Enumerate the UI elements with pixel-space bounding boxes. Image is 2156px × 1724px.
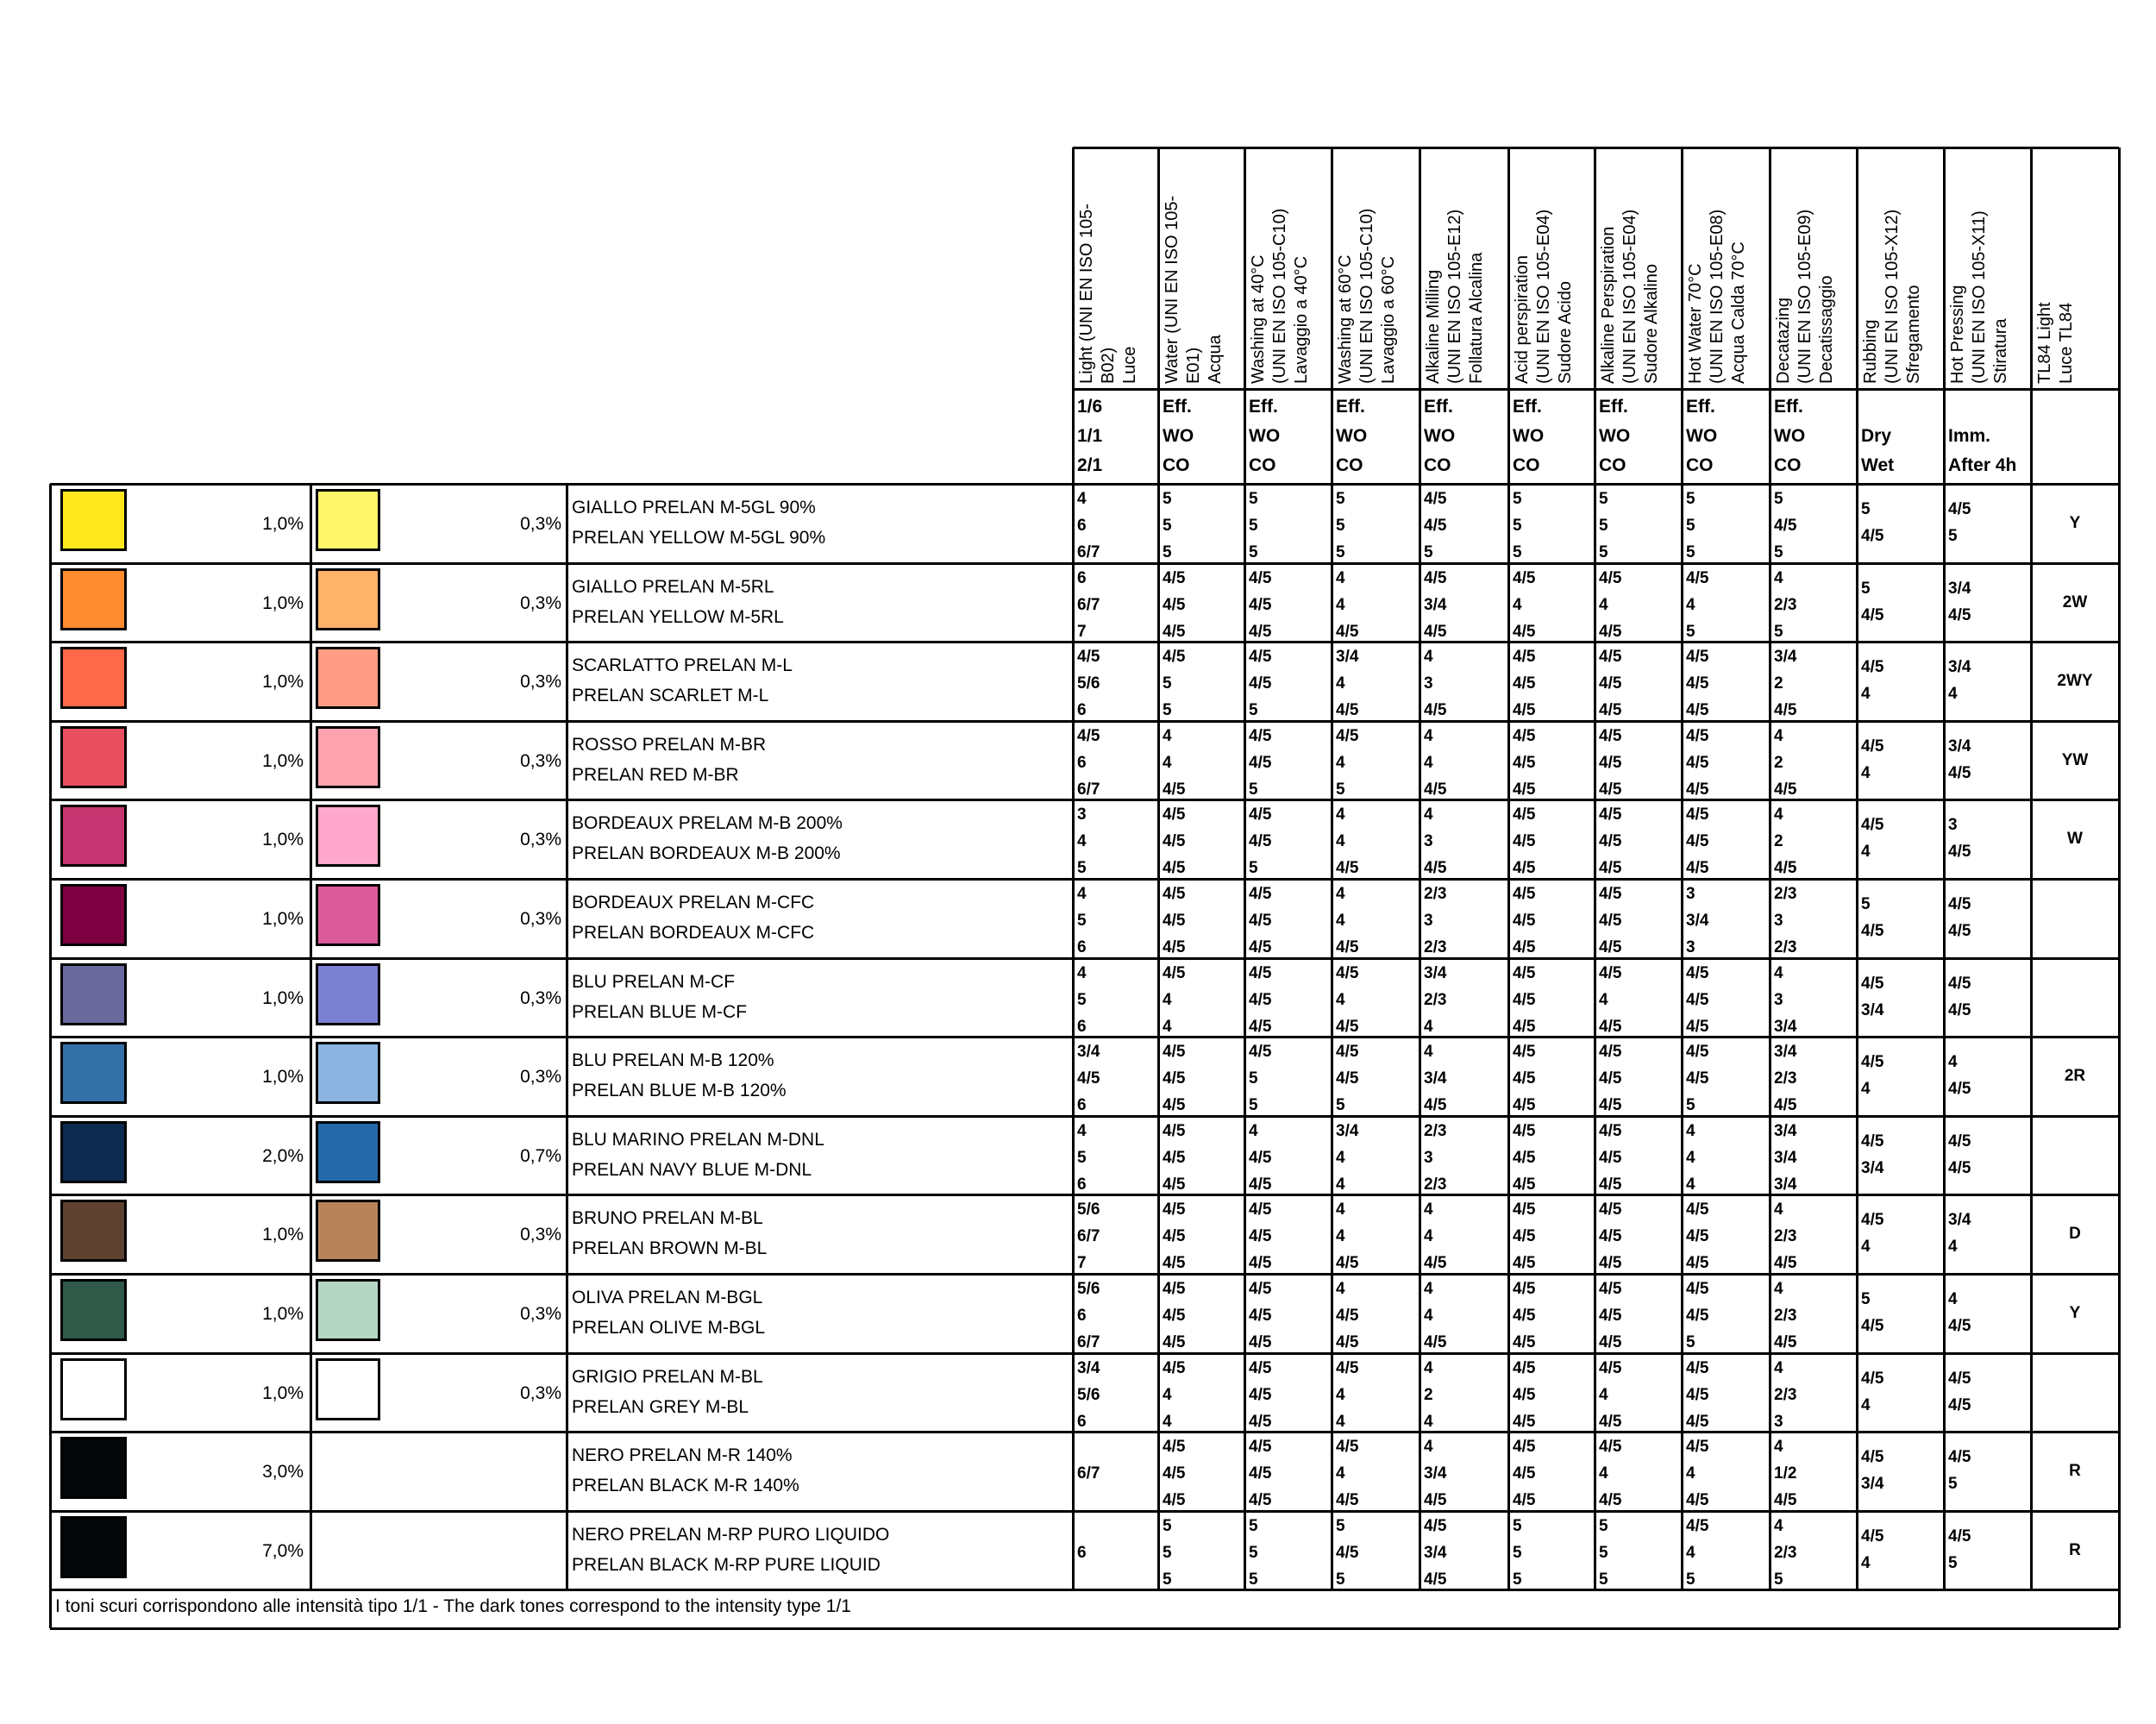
rating-value: 4/5 3/4 4/5 [1424,569,1447,641]
column-header: Acid perspiration (UNI EN ISO 105-E04) Sudore Acido [1513,209,1575,384]
rating-value: 4/5 4/5 4/5 [1599,1201,1622,1272]
rating-value: 4/5 3/4 4/5 [1424,1517,1447,1589]
tl84-rating: D [2069,1225,2081,1243]
dye-name-it: BLU PRELAN M-CF [572,972,736,992]
rating-value: 4/5 4/5 4/5 [1686,727,1709,799]
dye-name-it: NERO PRELAN M-RP PURO LIQUIDO [572,1525,890,1545]
rating-value: 4/5 4/5 4/5 [1599,1043,1622,1114]
rating-value: 4 3 4/5 [1424,806,1447,877]
rating-value: 4/5 4/5 4/5 [1513,1280,1536,1351]
rating-value: 4/5 4 [1861,1211,1884,1256]
tl84-rating: W [2067,830,2083,848]
dye-name-en: PRELAN OLIVE M-BGL [572,1318,766,1338]
rating-value: 4/5 4/5 [1948,1132,1971,1177]
rating-value: 4 4 4/5 [1424,1280,1447,1351]
column-header: Hot Water 70°C (UNI EN ISO 105-E08) Acqua Calda 70°C [1686,209,1748,384]
dye-name-en: PRELAN RED M-BR [572,765,739,785]
light-percentage: 0,3% [520,1225,561,1244]
rating-value: 4/5 5 [1948,1448,1971,1493]
rating-value: 4/5 4/5 4/5 [1513,1122,1536,1194]
dark-swatch [60,726,127,788]
dye-name-it: ROSSO PRELAN M-BR [572,735,767,755]
rating-value: 4 4/5 4/5 [1336,1280,1359,1351]
rating-value: 4/5 4/5 4/5 [1686,806,1709,877]
dark-percentage: 1,0% [262,593,304,613]
rating-value: 4/5 4 [1861,1370,1884,1414]
dye-name-en: PRELAN BORDEAUX M-B 200% [572,843,841,863]
rating-value: 4 4 4/5 [1424,1201,1447,1272]
rating-value: 2/3 3 2/3 [1774,885,1797,956]
column-subheader: Eff. WO CO [1249,397,1281,475]
rating-value: 4/5 4/5 4/5 [1249,1438,1272,1509]
rating-value: 4/5 4/5 4/5 [1513,648,1536,719]
light-percentage: 0,3% [520,751,561,771]
rating-value: 4 2 4 [1424,1359,1433,1431]
rating-value: 5 5 5 [1686,490,1695,561]
column-subheader: Eff. WO CO [1163,397,1194,475]
rating-value: 4/5 4/5 4/5 [1163,1201,1186,1272]
rating-value: 4/5 4 4/5 [1336,964,1359,1036]
rating-value: 4/5 4/5 4/5 [1249,1201,1272,1272]
rating-value: 4/5 4/5 4/5 [1513,1438,1536,1509]
rating-value: 5 5 5 [1513,1517,1522,1589]
rating-value: 3/4 4 4 [1336,1122,1359,1194]
rating-value: 4 4 4/5 [1424,727,1447,799]
rating-value: 4/5 5 5 [1249,1043,1272,1114]
dark-swatch [60,805,127,867]
rating-value: 4 5 6 [1077,885,1087,956]
light-percentage: 0,3% [520,1383,561,1403]
rating-value: 4/5 5 5 [1163,648,1186,719]
column-header: Hot Pressing (UNI EN ISO 105-X11) Stiratura [1948,210,2010,384]
column-header: Washing at 40°C (UNI EN ISO 105-C10) Lavaggio a 40°C [1249,208,1311,384]
dark-percentage: 7,0% [262,1541,304,1561]
rating-value: 4/5 4/5 4/5 [1249,885,1272,956]
column-subheader: Eff. WO CO [1774,397,1806,475]
dark-swatch [60,1042,127,1104]
rating-value: 4 2/3 3 [1774,1359,1797,1431]
rating-value: 3 3/4 3 [1686,885,1709,956]
rating-value: 5 4/5 [1861,1290,1884,1335]
dark-swatch [60,963,127,1025]
rating-value: 3/4 4/5 6 [1077,1043,1100,1114]
rating-value: 4/5 4/5 4/5 [1513,964,1536,1036]
rating-value: 4/5 4 4/5 [1686,1438,1709,1509]
rating-value: 5 4/5 [1861,580,1884,624]
rating-value: 4 2 4/5 [1774,806,1797,877]
rating-value: 5 5 5 [1336,490,1345,561]
rating-value: 5 4/5 [1861,500,1884,545]
dark-swatch [60,489,127,551]
rating-value: 4/5 4/5 5 [1686,1280,1709,1351]
rating-value: 4/5 4/5 4/5 [1163,885,1186,956]
rating-value: 4/5 5 [1948,500,1971,545]
rating-value: 4/5 4/5 4/5 [1163,806,1186,877]
dye-name-it: GIALLO PRELAN M-5RL [572,577,774,597]
dark-swatch [60,568,127,630]
rating-value: 4/5 4 [1861,816,1884,861]
rating-value: 4/5 4/5 4/5 [1513,1359,1536,1431]
rating-value: 4/5 4/5 4/5 [1163,1438,1186,1509]
rating-value: 4/5 4 4 [1163,1359,1186,1431]
dark-percentage: 1,0% [262,1304,304,1324]
rating-value: 2/3 3 2/3 [1424,1122,1447,1194]
column-subheader: Imm. After 4h [1948,426,2017,475]
light-swatch [316,884,380,946]
dye-name-it: BLU PRELAN M-B 120% [572,1050,774,1070]
rating-value: 5 5 5 [1249,1517,1258,1589]
rating-value: 4 4 4/5 [1336,806,1359,877]
light-swatch [316,1358,380,1420]
rating-value: 4/5 4/5 5 [1249,806,1272,877]
tl84-rating: Y [2069,514,2081,532]
rating-value: 4/5 4 [1861,1527,1884,1572]
column-subheader: Eff. WO CO [1424,397,1456,475]
rating-value: 4 2 4/5 [1774,727,1797,799]
dye-name-it: BLU MARINO PRELAN M-DNL [572,1130,824,1150]
column-header: Decatazing (UNI EN ISO 105-E09) Decatissaggio [1774,209,1836,384]
rating-value: 4/5 4/5 4/5 [1513,806,1536,877]
dye-name-it: GRIGIO PRELAN M-BL [572,1367,763,1387]
rating-value: 4 2/3 4/5 [1774,1201,1797,1272]
grid-line [1856,147,1858,1589]
dark-swatch [60,647,127,709]
rating-value: 4/5 4/5 5 [1424,490,1447,561]
rating-value: 4 4 4/5 [1336,569,1359,641]
grid-line [2118,147,2121,1589]
tl84-rating: 2R [2064,1067,2086,1085]
rating-value: 4/5 4/5 [1948,975,1971,1019]
light-swatch [316,489,380,551]
dark-percentage: 1,0% [262,1067,304,1087]
column-subheader: Dry Wet [1861,426,1895,475]
grid-line [1681,147,1683,1589]
rating-value: 4 4/5 [1948,1053,1971,1098]
rating-value: 5/6 6 6/7 [1077,1280,1100,1351]
rating-value: 4 4 4/5 [1336,885,1359,956]
dark-percentage: 1,0% [262,1383,304,1403]
rating-value: 4/5 4/5 4/5 [1249,1359,1272,1431]
grid-line [50,1627,2119,1630]
grid-line [1072,147,1075,1589]
column-header: TL84 Light Luce TL84 [2035,302,2076,384]
column-header: Alkaline Perspiration (UNI EN ISO 105-E04) Sudore Alkalino [1599,209,1661,384]
rating-value: 3/4 2/3 4/5 [1774,1043,1797,1114]
rating-value: 4 3/4 4/5 [1424,1043,1447,1114]
grid-line [1244,147,1246,1589]
rating-value: 6/7 [1077,1464,1100,1483]
column-subheader: Eff. WO CO [1599,397,1631,475]
tl84-rating: 2WY [2057,672,2093,690]
rating-value: 4/5 3/4 [1861,1448,1884,1493]
dye-name-it: SCARLATTO PRELAN M-L [572,655,793,675]
dark-swatch [60,1279,127,1341]
rating-value: 6 6/7 7 [1077,569,1100,641]
rating-value: 5 4/5 5 [1336,1517,1359,1589]
dark-swatch [60,1358,127,1420]
rating-value: 6 [1077,1544,1087,1562]
light-swatch [316,1121,380,1183]
rating-value: 4 2/3 5 [1774,569,1797,641]
rating-value: 4/5 4 4/5 [1599,964,1622,1036]
rating-value: 4 4/5 4/5 [1249,1122,1272,1194]
rating-value: 4/5 4 4 [1336,1359,1359,1431]
dark-percentage: 1,0% [262,514,304,534]
light-percentage: 0,3% [520,830,561,849]
rating-value: 3/4 2/3 4 [1424,964,1447,1036]
light-percentage: 0,3% [520,909,561,929]
dye-name-it: BRUNO PRELAN M-BL [572,1208,763,1228]
rating-value: 5 5 5 [1599,490,1608,561]
dark-swatch [60,1200,127,1262]
dye-name-it: NERO PRELAN M-R 140% [572,1445,793,1465]
rating-value: 3/4 3/4 3/4 [1774,1122,1797,1194]
light-percentage: 0,3% [520,593,561,613]
column-header: Alkaline Milling (UNI EN ISO 105-E12) Follatura Alcalina [1424,209,1486,384]
dye-name-en: PRELAN BLUE M-B 120% [572,1081,787,1100]
dark-percentage: 1,0% [262,672,304,692]
rating-value: 4/5 4/5 4/5 [1686,648,1709,719]
column-subheader: Eff. WO CO [1336,397,1368,475]
column-subheader: Eff. WO CO [1513,397,1545,475]
rating-value: 5 5 5 [1163,490,1172,561]
rating-value: 4/5 3/4 [1861,975,1884,1019]
rating-value: 4/5 4/5 4/5 [1249,569,1272,641]
dye-name-en: PRELAN SCARLET M-L [572,686,769,705]
grid-line [1331,147,1333,1589]
column-header: Water (UNI EN ISO 105- E01) Acqua [1163,195,1225,384]
light-swatch [316,805,380,867]
rating-value: 3/4 4 [1948,1211,1971,1256]
tl84-rating: 2W [2062,593,2088,611]
rating-value: 5 4/5 5 [1774,490,1797,561]
dark-swatch [60,1437,127,1499]
rating-value: 4/5 4/5 4/5 [1163,1043,1186,1114]
tl84-rating: YW [2061,751,2089,769]
grid-line [50,1589,2119,1591]
light-percentage: 0,3% [520,1304,561,1324]
grid-line [1419,147,1421,1589]
column-subheader: Eff. WO CO [1686,397,1718,475]
light-percentage: 0,3% [520,988,561,1008]
rating-value: 5 5 5 [1249,490,1258,561]
grid-line [1507,147,1510,1589]
dye-name-en: PRELAN BORDEAUX M-CFC [572,923,815,943]
rating-value: 4/5 4/5 [1948,895,1971,940]
dye-name-it: BORDEAUX PRELAM M-B 200% [572,813,843,833]
rating-value: 4/5 4/5 5 [1249,727,1272,799]
rating-value: 4/5 4/5 4/5 [1686,1201,1709,1272]
dark-percentage: 1,0% [262,830,304,849]
rating-value: 4/5 4/5 4/5 [1686,964,1709,1036]
dark-percentage: 2,0% [262,1146,304,1166]
rating-value: 4/5 4/5 4/5 [1599,885,1622,956]
dark-percentage: 3,0% [262,1462,304,1482]
light-swatch [316,726,380,788]
grid-line [310,484,312,1589]
rating-value: 4 3/4 4/5 [1424,1438,1447,1509]
dye-name-it: BORDEAUX PRELAN M-CFC [572,893,815,912]
rating-value: 4/5 4/5 5 [1336,1043,1359,1114]
dark-percentage: 1,0% [262,988,304,1008]
rating-value: 4/5 4/5 4/5 [1513,1201,1536,1272]
dye-name-it: GIALLO PRELAN M-5GL 90% [572,498,816,517]
dye-name-en: PRELAN NAVY BLUE M-DNL [572,1160,812,1180]
rating-value: 4 4 4/5 [1163,727,1186,799]
tl84-rating: R [2069,1462,2081,1480]
footer-note: I toni scuri corrispondono alle intensità tipo 1/1 - The dark tones correspond to the intensity type 1/1 [55,1596,851,1616]
rating-value: 4/5 4/5 4/5 [1249,1280,1272,1351]
rating-value: 4/5 3/4 [1861,1132,1884,1177]
rating-value: 4/5 4/5 4/5 [1599,648,1622,719]
rating-value: 4/5 4 4/5 [1599,1359,1622,1431]
rating-value: 4/5 4/5 4/5 [1163,1280,1186,1351]
light-percentage: 0,7% [520,1146,561,1166]
rating-value: 4 3 4/5 [1424,648,1447,719]
rating-value: 4/5 4 5 [1686,569,1709,641]
rating-value: 4 6 6/7 [1077,490,1100,561]
dye-name-en: PRELAN BLUE M-CF [572,1002,748,1022]
rating-value: 4/5 6 6/7 [1077,727,1100,799]
rating-value: 3 4/5 [1948,816,1971,861]
rating-value: 4/5 4/5 4/5 [1513,885,1536,956]
column-header: Washing at 60°C (UNI EN ISO 105-C10) Lavaggio a 60°C [1336,208,1398,384]
rating-value: 5 5 5 [1513,490,1522,561]
grid-line [49,484,52,1628]
rating-value: 4 4 4/5 [1336,1201,1359,1272]
grid-line [1594,147,1596,1589]
grid-line [1157,147,1160,1589]
rating-value: 4/5 5 [1948,1527,1971,1572]
rating-value: 4/5 4 4 [1163,964,1186,1036]
rating-value: 5 5 5 [1163,1517,1172,1589]
light-swatch [316,647,380,709]
rating-value: 4/5 4/5 4/5 [1513,727,1536,799]
light-percentage: 0,3% [520,514,561,534]
column-subheader: 1/6 1/1 2/1 [1077,397,1103,475]
grid-line [1943,147,1946,1589]
rating-value: 4 5 6 [1077,1122,1087,1194]
rating-value: 4/5 4/5 4/5 [1599,727,1622,799]
column-header: Light (UNI EN ISO 105- B02) Luce [1077,204,1139,384]
dark-swatch [60,884,127,946]
rating-value: 4/5 4/5 4/5 [1163,569,1186,641]
rating-value: 4/5 4 [1861,737,1884,782]
rating-value: 3/4 4 [1948,658,1971,703]
rating-value: 4/5 4 5 [1336,727,1359,799]
dark-swatch [60,1121,127,1183]
rating-value: 4/5 4/5 5 [1686,1043,1709,1114]
dark-swatch [60,1516,127,1578]
grid-line [1769,147,1771,1589]
rating-value: 4/5 4 5 [1686,1517,1709,1589]
light-percentage: 0,3% [520,1067,561,1087]
rating-value: 4/5 4/5 4/5 [1513,1043,1536,1114]
rating-value: 2/3 3 2/3 [1424,885,1447,956]
rating-value: 4/5 4 4/5 [1599,1438,1622,1509]
rating-value: 4/5 5/6 6 [1077,648,1100,719]
tl84-rating: Y [2069,1304,2081,1322]
tl84-rating: R [2069,1541,2081,1559]
light-swatch [316,963,380,1025]
rating-value: 4 2/3 5 [1774,1517,1797,1589]
light-swatch [316,1200,380,1262]
column-header: Rubbing (UNI EN ISO 105-X12) Sfregamento [1861,209,1923,384]
rating-value: 3 4 5 [1077,806,1087,877]
dye-name-en: PRELAN BLACK M-RP PURE LIQUID [572,1555,881,1575]
rating-value: 4 2/3 4/5 [1774,1280,1797,1351]
dark-percentage: 1,0% [262,1225,304,1244]
rating-value: 4/5 4/5 4/5 [1599,1280,1622,1351]
dye-name-en: PRELAN BROWN M-BL [572,1238,768,1258]
rating-value: 3/4 2 4/5 [1774,648,1797,719]
rating-value: 4/5 4 4/5 [1336,1438,1359,1509]
rating-value: 4/5 4/5 4/5 [1599,806,1622,877]
grid-line [566,484,568,1589]
dark-percentage: 1,0% [262,751,304,771]
rating-value: 4/5 4 [1861,658,1884,703]
rating-value: 5 4/5 [1861,895,1884,940]
rating-value: 4/5 4 [1861,1053,1884,1098]
dark-percentage: 1,0% [262,909,304,929]
rating-value: 4 3 3/4 [1774,964,1797,1036]
rating-value: 4/5 4/5 4/5 [1599,1122,1622,1194]
dye-name-en: PRELAN YELLOW M-5RL [572,607,784,627]
rating-value: 4/5 4/5 5 [1249,648,1272,719]
rating-value: 4/5 4/5 [1948,1370,1971,1414]
rating-value: 4/5 4/5 4/5 [1249,964,1272,1036]
light-percentage: 0,3% [520,672,561,692]
grid-line [2118,1589,2121,1628]
grid-line [2030,147,2033,1589]
rating-value: 4/5 4 4/5 [1513,569,1536,641]
rating-value: 3/4 4/5 [1948,737,1971,782]
dye-name-en: PRELAN BLACK M-R 140% [572,1476,799,1495]
rating-value: 4 4 4 [1686,1122,1695,1194]
rating-value: 5/6 6/7 7 [1077,1201,1100,1272]
light-swatch [316,1042,380,1104]
rating-value: 3/4 4 4/5 [1336,648,1359,719]
rating-value: 4/5 4/5 4/5 [1163,1122,1186,1194]
rating-value: 5 5 5 [1599,1517,1608,1589]
light-swatch [316,1279,380,1341]
light-swatch [316,568,380,630]
dye-name-en: PRELAN YELLOW M-5GL 90% [572,528,826,548]
rating-value: 4/5 4 4/5 [1599,569,1622,641]
rating-value: 4 1/2 4/5 [1774,1438,1797,1509]
rating-value: 4 5 6 [1077,964,1087,1036]
rating-value: 4/5 4/5 4/5 [1686,1359,1709,1431]
rating-value: 3/4 5/6 6 [1077,1359,1100,1431]
dye-name-en: PRELAN GREY M-BL [572,1397,749,1417]
rating-value: 3/4 4/5 [1948,580,1971,624]
dye-name-it: OLIVA PRELAN M-BGL [572,1288,763,1307]
rating-value: 4 4/5 [1948,1290,1971,1335]
